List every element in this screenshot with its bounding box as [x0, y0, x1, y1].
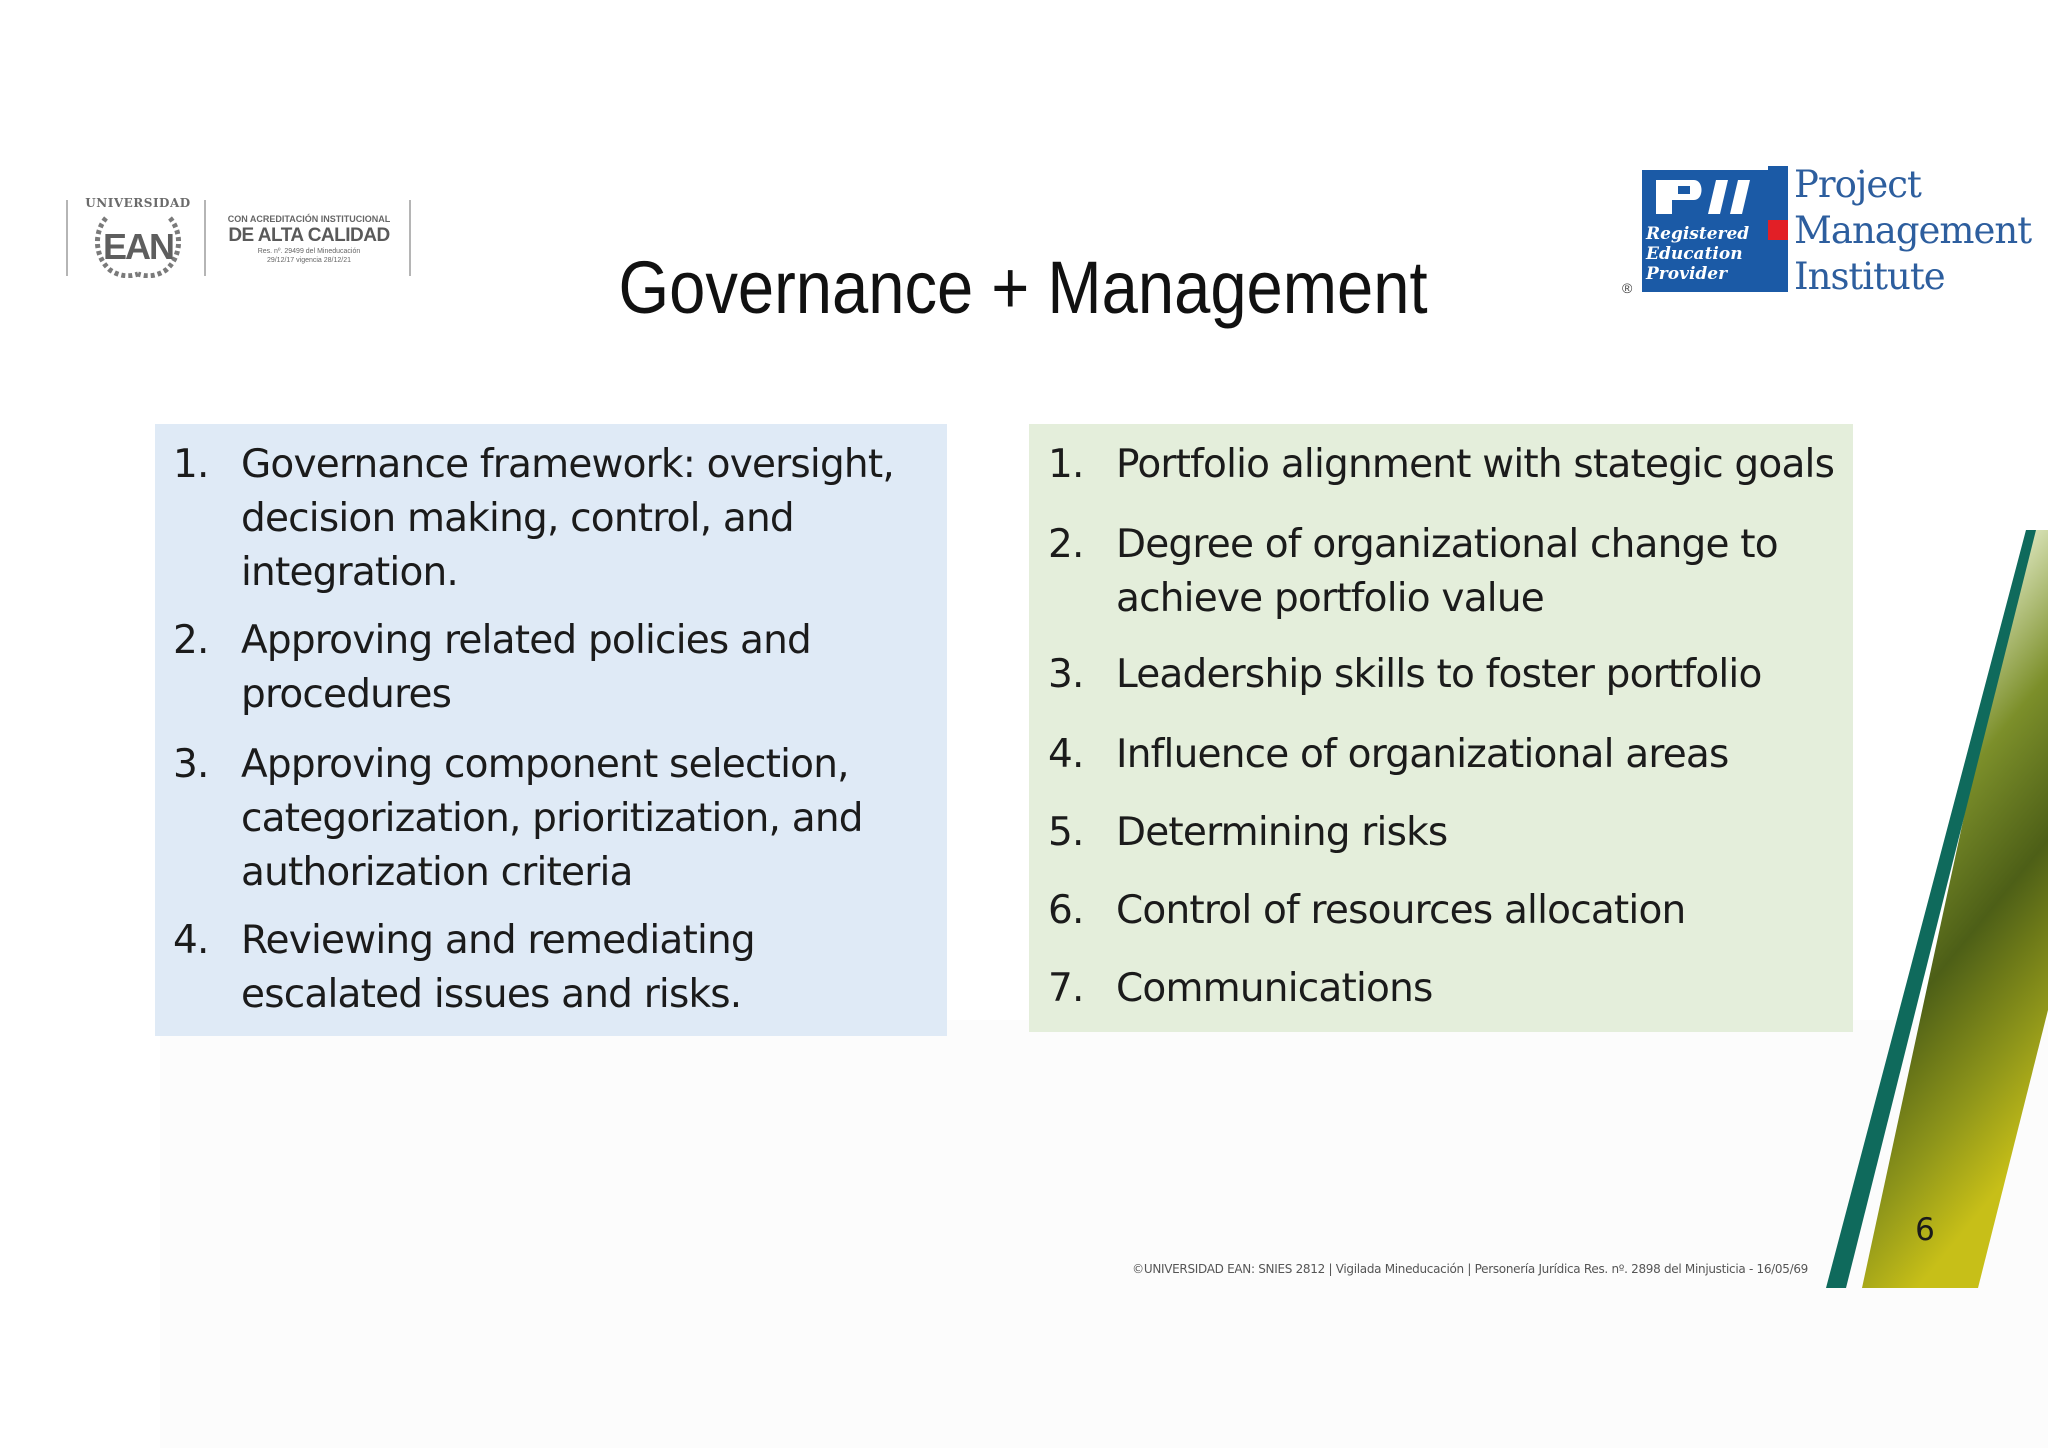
laurel-wreath-icon [92, 212, 184, 278]
pmi-mark-line: Registered [1646, 224, 1750, 244]
ean-university-label: UNIVERSIDAD [85, 196, 191, 210]
list-item-text: Determining risks [1116, 810, 1448, 855]
pmi-rep-mark [1642, 166, 1788, 292]
footer-copyright: ©UNIVERSIDAD EAN: SNIES 2812 | Vigilada Mineducación | Personería Jurídica Res. nº. 2898 del Minjusticia - 16/05/69 [1132, 1262, 1808, 1276]
list-item-number: 6. [1048, 888, 1084, 933]
list-item-number: 2. [1048, 522, 1084, 567]
list-item-number: 5. [1048, 810, 1084, 855]
pmi-word: Management [1794, 209, 2032, 252]
list-item-text: Approving related policies and procedures [241, 618, 812, 717]
list-item-text: Reviewing and remediating escalated issues and risks. [241, 918, 755, 1017]
accreditation-highlight: DE ALTA CALIDAD [228, 225, 390, 246]
list-item-number: 1. [1048, 442, 1084, 487]
management-list-box [1029, 424, 1853, 1032]
ean-logo [64, 196, 414, 282]
accreditation-dates: 29/12/17 vigencia 28/12/21 [266, 257, 352, 264]
accreditation-resolution: Res. nº. 29499 del Mineducación [257, 248, 361, 255]
list-item-text: Degree of organizational change to achieve portfolio value [1116, 522, 1778, 621]
list-item-number: 3. [173, 742, 209, 787]
page-title: Governance + Management [618, 246, 1428, 329]
list-item-text: Communications [1116, 966, 1433, 1011]
accreditation-line: CON ACREDITACIÓN INSTITUCIONAL [227, 214, 391, 224]
decorative-stripe [1800, 530, 2048, 1290]
pmi-mark-line: Provider [1646, 264, 1728, 284]
ean-seal [84, 196, 192, 286]
list-item-text: Leadership skills to foster portfolio [1116, 652, 1762, 697]
list-item-number: 1. [173, 442, 209, 487]
list-item-text: Influence of organizational areas [1116, 732, 1729, 777]
ean-wordmark: EAN [102, 226, 173, 267]
registered-icon: ® [1622, 280, 1633, 296]
slide-background-shade [160, 1020, 2048, 1448]
list-item-number: 4. [173, 918, 209, 963]
page-number: 6 [1915, 1212, 1935, 1248]
logo-divider [204, 200, 206, 276]
list-item-number: 3. [1048, 652, 1084, 697]
pmi-word: Institute [1794, 255, 1945, 298]
list-item-number: 2. [173, 618, 209, 663]
pmi-logo [1622, 162, 2032, 302]
pmi-wordmark [1794, 162, 2031, 300]
pmi-mark-text [1646, 224, 1766, 284]
list-item-text: Control of resources allocation [1116, 888, 1686, 933]
pmi-mark-line: Education [1646, 244, 1743, 264]
list-item-number: 7. [1048, 966, 1084, 1011]
pmi-word: Project [1794, 163, 1921, 206]
list-item-text: Governance framework: oversight, decision making, control, and integration. [241, 442, 894, 595]
governance-list-box [155, 424, 947, 1036]
list-item-number: 4. [1048, 732, 1084, 777]
ean-accreditation [214, 214, 404, 265]
logo-divider [409, 200, 411, 276]
logo-divider [66, 200, 68, 276]
list-item-text: Approving component selection, categorization, prioritization, and authorization criteria [241, 742, 863, 895]
list-item-text: Portfolio alignment with stategic goals [1116, 442, 1835, 487]
